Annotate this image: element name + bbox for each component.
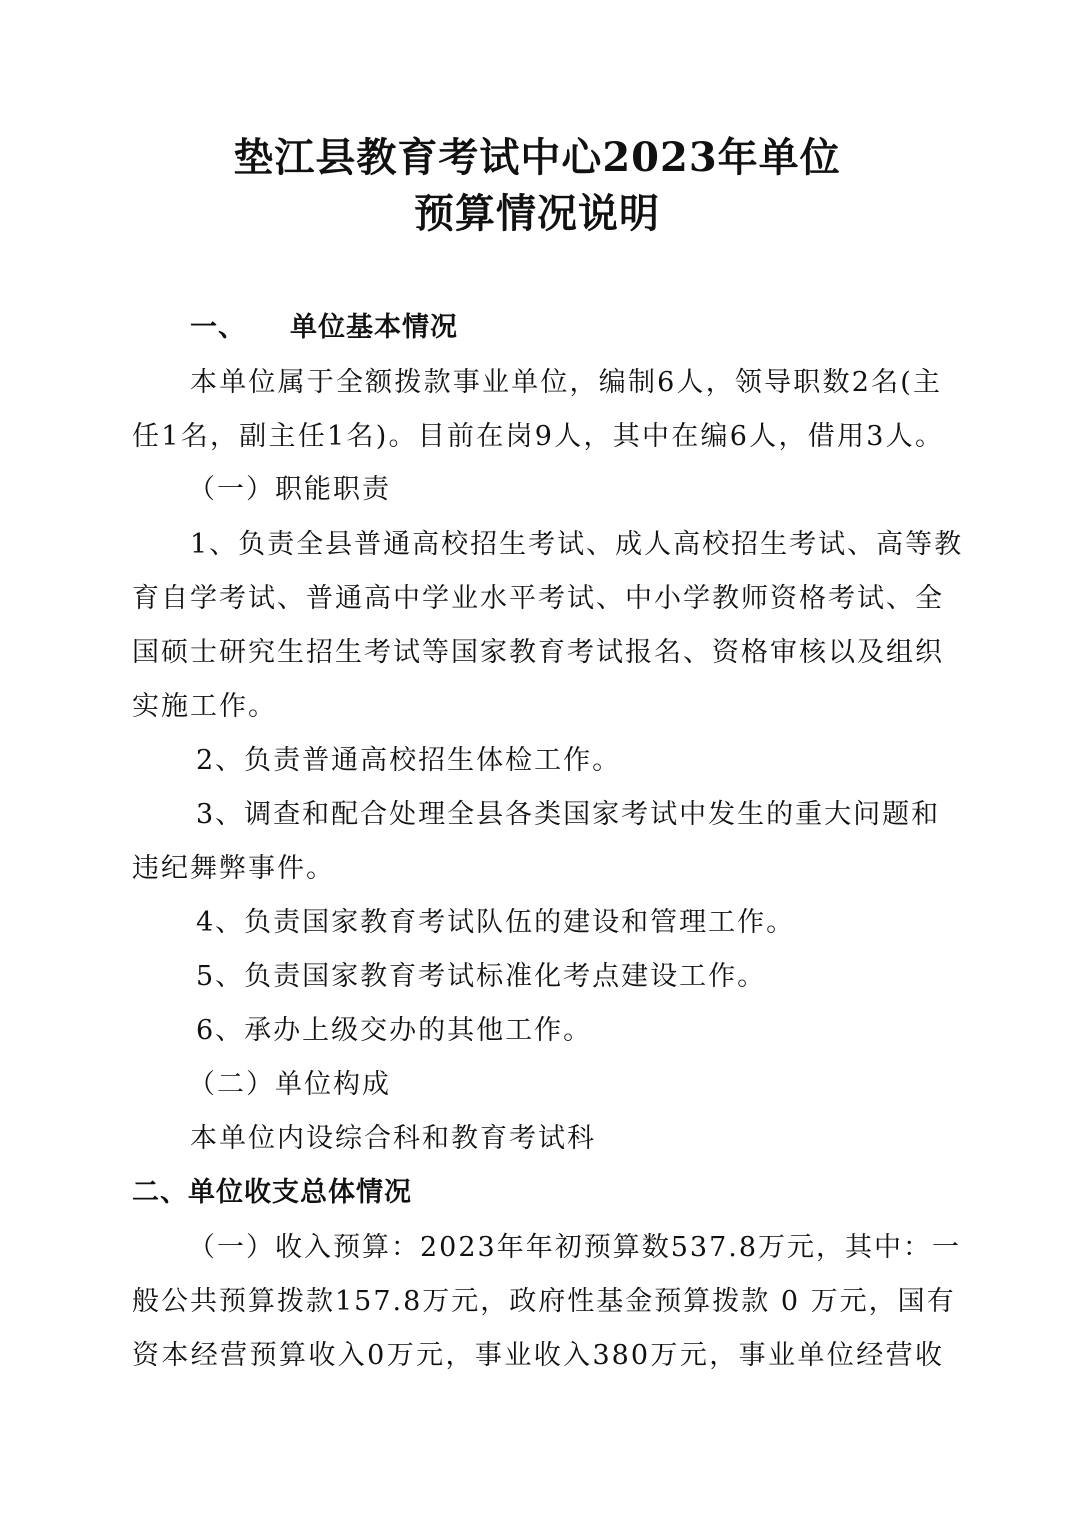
item3-line: 违纪舞弊事件。: [132, 853, 335, 884]
document-title-line1: 垫江县教育考试中心2023年单位: [233, 134, 841, 181]
item2: 2、负责普通高校招生体检工作。: [196, 745, 622, 776]
section1-paragraph-line: 任1名，副主任1名)。目前在岗9人，其中在编6人，借用3人。: [132, 421, 944, 452]
item1-line: 国硕士研究生招生考试等国家教育考试报名、资格审核以及组织: [132, 637, 944, 668]
item6: 6、承办上级交办的其他工作。: [196, 1015, 593, 1046]
item4: 4、负责国家教育考试队伍的建设和管理工作。: [196, 907, 796, 938]
sub1-heading: （一）职能职责: [188, 474, 391, 505]
section2-paragraph-line: 般公共预算拨款157.8万元，政府性基金预算拨款 0 万元，国有: [132, 1286, 956, 1317]
section1-number: 一、: [190, 312, 246, 343]
item1-line: 实施工作。: [132, 691, 277, 722]
section1-paragraph-line: 本单位属于全额拨款事业单位，编制6人，领导职数2名(主: [190, 367, 942, 398]
section1-heading: [190, 311, 458, 345]
section2-paragraph-line: （一）收入预算：2023年年初预算数537.8万元，其中：一: [188, 1232, 962, 1263]
item3-line: 3、调查和配合处理全县各类国家考试中发生的重大问题和: [196, 799, 941, 830]
section1-title: 单位基本情况: [290, 312, 458, 343]
section2-heading: 二、单位收支总体情况: [132, 1177, 412, 1208]
sub2-text: 本单位内设综合科和教育考试科: [190, 1123, 596, 1154]
sub2-heading: （二）单位构成: [188, 1069, 391, 1100]
item5: 5、负责国家教育考试标准化考点建设工作。: [196, 961, 767, 992]
item1-line: 育自学考试、普通高中学业水平考试、中小学教师资格考试、全: [132, 583, 944, 614]
item1-line: 1、负责全县普通高校招生考试、成人高校招生考试、高等教: [190, 529, 964, 560]
section2-paragraph-line: 资本经营预算收入0万元，事业收入380万元，事业单位经营收: [132, 1340, 944, 1371]
document-title-line2: 预算情况说明: [414, 190, 660, 237]
